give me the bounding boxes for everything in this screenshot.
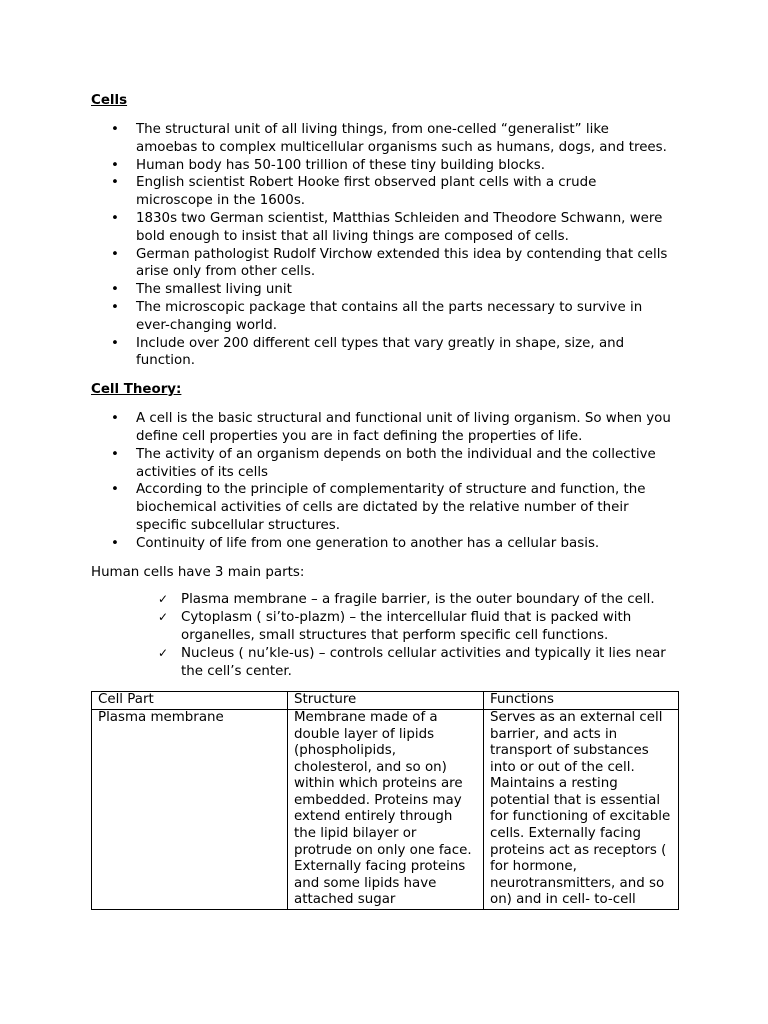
- list-item: • German pathologist Rudolf Virchow extended this idea by contending that cells arise only from other cells.: [111, 246, 668, 280]
- list-item: ✓ Plasma membrane – a fragile barrier, is the outer boundary of the cell.: [158, 592, 655, 608]
- bullet-icon: •: [111, 446, 119, 462]
- bullet-icon: •: [111, 335, 119, 351]
- checkmark-icon: ✓: [158, 645, 169, 660]
- list-item: ✓ Nucleus ( nu’kle-us) – controls cellular activities and typically it lies near the cell’s center.: [158, 645, 666, 679]
- bullet-icon: •: [111, 210, 119, 226]
- cell-theory-bullet-list: [91, 410, 681, 552]
- table-header-row: [92, 692, 679, 710]
- bullet-icon: •: [111, 246, 119, 262]
- cells-bullet-list: [91, 121, 681, 370]
- bullet-icon: •: [111, 175, 119, 191]
- bullet-icon: •: [111, 299, 119, 315]
- list-item: • Human body has 50-100 trillion of these tiny building blocks.: [111, 157, 546, 173]
- main-parts-intro: Human cells have 3 main parts:: [91, 564, 305, 580]
- list-item: • According to the principle of complementarity of structure and function, the biochemical activities of cells are dictated by the relative number of their specific subcellular structures.: [111, 482, 646, 533]
- list-item: • A cell is the basic structural and functional unit of living organism. So when you define cell properties you are in fact defining the properties of life.: [111, 411, 671, 444]
- bullet-icon: •: [111, 482, 119, 498]
- cells-heading: Cells: [91, 93, 128, 108]
- bullet-icon: •: [111, 122, 119, 137]
- checkmark-icon: ✓: [158, 592, 169, 607]
- list-item: • The structural unit of all living things, from one-celled “generalist” like amoebas to complex multicellular organisms such as humans, dogs, and trees.: [111, 122, 667, 155]
- table-row: [92, 709, 679, 909]
- bullet-icon: •: [111, 282, 119, 298]
- list-item: • The activity of an organism depends on both the individual and the collective activities of its cells: [111, 446, 656, 480]
- header-structure: Structure: [288, 692, 484, 710]
- table-cell: Serves as an external cell barrier, and acts in transport of substances into or out of the cell. Maintains a resting potential that is essential for functioning of excitable cells. Externally facing proteins act as receptors ( for hormone, neurotransmitters, and so on) and in cell- to-cell: [484, 709, 679, 909]
- bullet-icon: •: [111, 411, 119, 427]
- list-item: • The smallest living unit: [111, 282, 292, 298]
- cell-theory-heading: Cell Theory:: [91, 382, 182, 398]
- list-item: • 1830s two German scientist, Matthias Schleiden and Theodore Schwann, were bold enough to insist that all living things are composed of cells.: [111, 210, 663, 244]
- list-item: • Include over 200 different cell types that vary greatly in shape, size, and function.: [111, 335, 625, 369]
- table-cell: Membrane made of a double layer of lipids (phospholipids, cholesterol, and so on) within which proteins are embedded. Proteins may extend entirely through the lipid bilayer or protrude on only one face. Externally facing proteins and some lipids have attached sugar: [288, 709, 484, 909]
- bullet-icon: •: [111, 157, 119, 173]
- document-page: [91, 92, 681, 910]
- list-item: • Continuity of life from one generation to another has a cellular basis.: [111, 535, 600, 551]
- table-cell: Plasma membrane: [92, 709, 288, 909]
- list-item: • The microscopic package that contains all the parts necessary to survive in ever-changing world.: [111, 299, 643, 333]
- list-item: ✓ Cytoplasm ( si’to-plazm) – the intercellular fluid that is packed with organelles, small structures that perform specific cell functions.: [158, 610, 632, 643]
- header-functions: Functions: [484, 692, 679, 710]
- header-cell-part: Cell Part: [92, 692, 288, 710]
- main-parts-check-list: [91, 591, 681, 680]
- cell-parts-table: [91, 691, 679, 910]
- checkmark-icon: ✓: [158, 610, 169, 625]
- bullet-icon: •: [111, 535, 119, 551]
- list-item: • English scientist Robert Hooke first observed plant cells with a crude microscope in the 1600s.: [111, 175, 597, 209]
